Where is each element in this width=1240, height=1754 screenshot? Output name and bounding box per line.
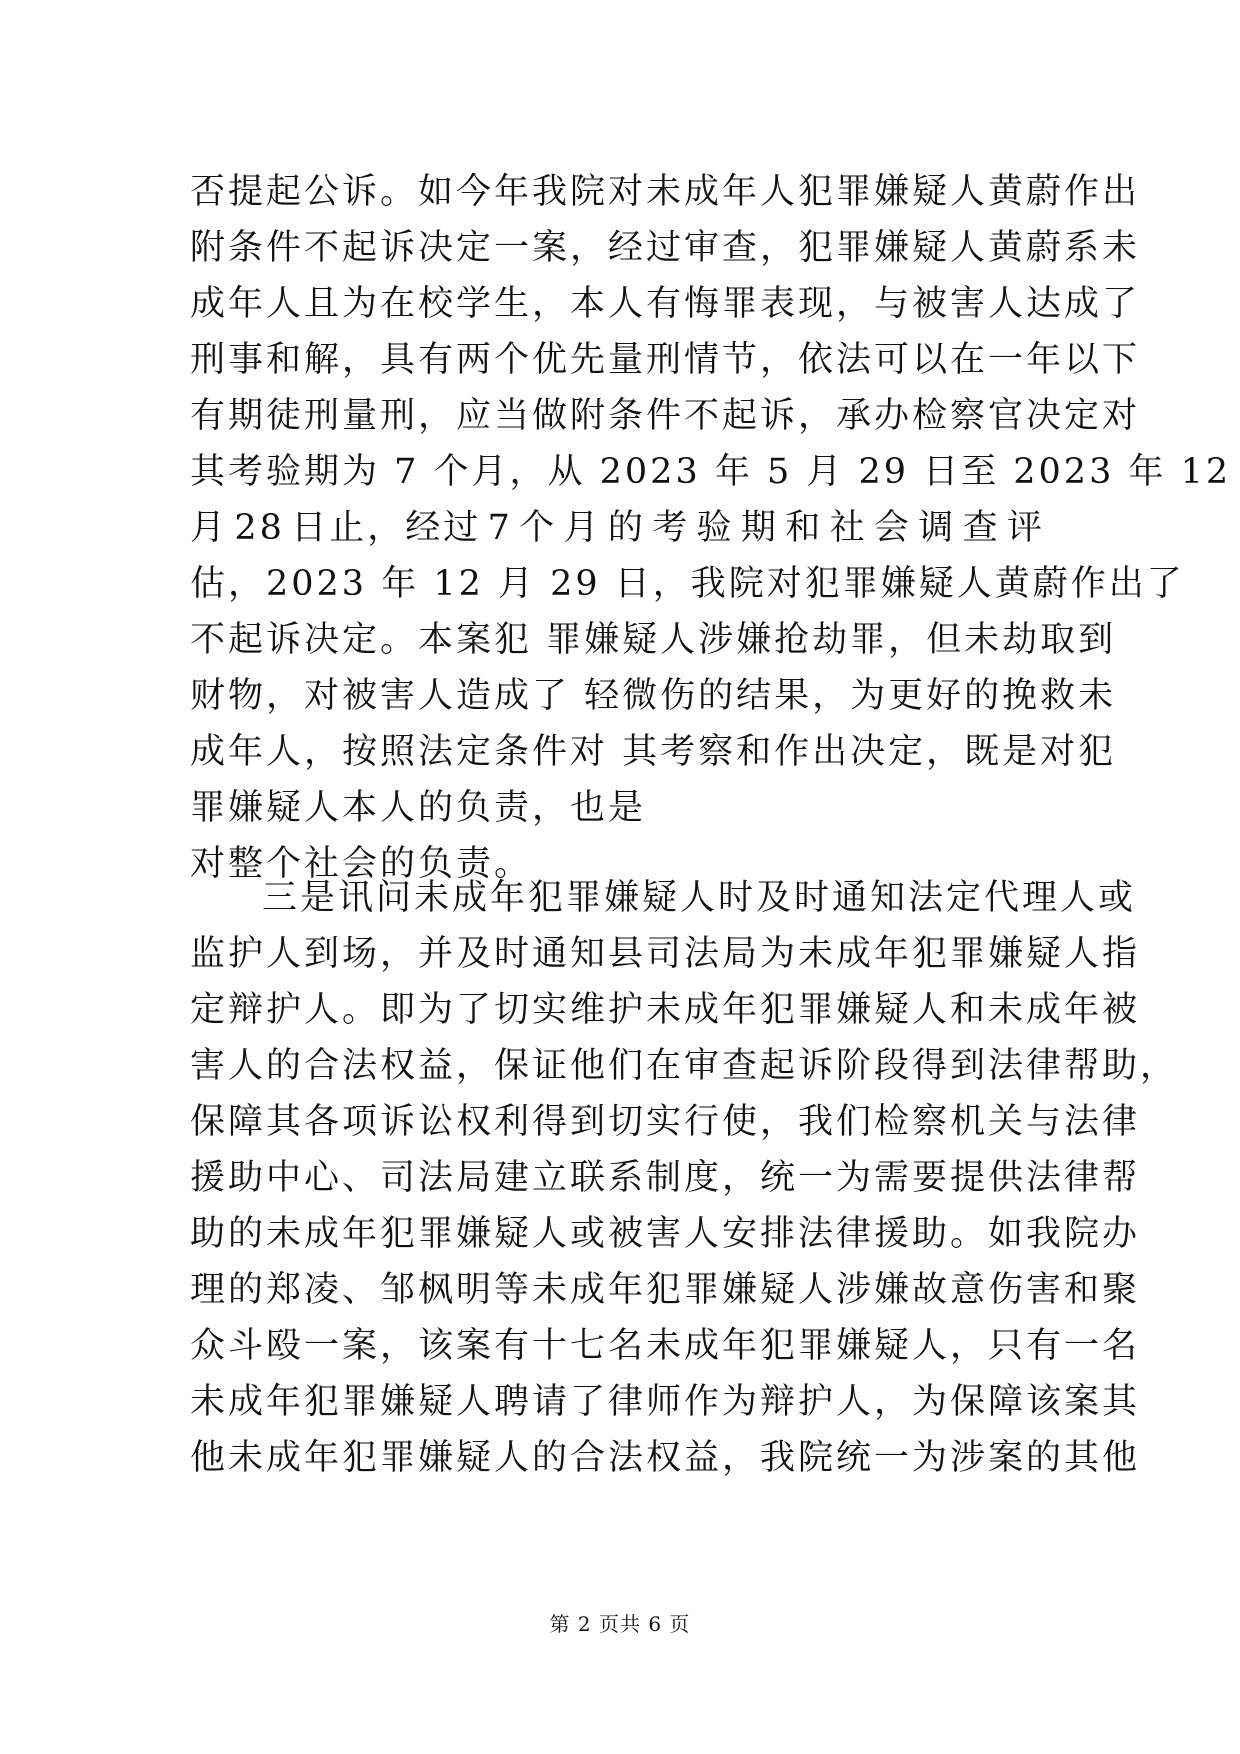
text-fragment: 个: [519, 508, 558, 548]
text-line: 其考验期为 7 个月，从 2023 年 5 月 29 日至 2023 年 12: [190, 452, 1232, 492]
text-line: 估，2023 年 12 月 29 日，我院对犯罪嫌疑人黄蔚作出了: [190, 564, 1185, 604]
paragraph-three: [190, 870, 1179, 1486]
text-line: 未成年犯罪嫌疑人聘请了律师作为辩护人，为保障该案其: [190, 1382, 1141, 1422]
text-fragment: 月: [190, 508, 229, 548]
text-line: 不起诉决定。本案犯 罪嫌疑人涉嫌抢劫罪，但未劫取到: [190, 620, 1117, 660]
text-fragment: 查: [962, 508, 1001, 548]
text-fragment: 调: [918, 508, 957, 548]
paragraph-continued: [190, 164, 1232, 892]
text-line: 否提起公诉。如今年我院对未成年人犯罪嫌疑人黄蔚作出: [190, 172, 1141, 212]
text-fragment: 日止，经过: [291, 508, 482, 548]
text-line: 附条件不起诉决定一案，经过审查，犯罪嫌疑人黄蔚系未: [190, 228, 1141, 268]
page-number-footer: 第 2 页共 6 页: [549, 1612, 691, 1636]
text-fragment: 期: [740, 508, 779, 548]
text-line: 定辩护人。即为了切实维护未成年犯罪嫌疑人和未成年被: [190, 990, 1141, 1030]
text-line: 罪嫌疑人本人的负责，也是: [190, 788, 647, 828]
text-fragment: 7: [487, 508, 513, 548]
text-line: 成年人，按照法定条件对 其考察和作出决定，既是对犯: [190, 732, 1117, 772]
text-line: 理的郑凌、邹枫明等未成年犯罪嫌疑人涉嫌故意伤害和聚: [190, 1270, 1141, 1310]
text-line: 成年人且为在校学生，本人有悔罪表现，与被害人达成了: [190, 284, 1141, 324]
text-line: 助的未成年犯罪嫌疑人或被害人安排法律援助。如我院办: [190, 1214, 1141, 1254]
text-fragment: 社: [829, 508, 868, 548]
text-line: 众斗殴一案，该案有十七名未成年犯罪嫌疑人，只有一名: [190, 1326, 1141, 1366]
text-fragment: 的: [607, 508, 646, 548]
text-line: 监护人到场，并及时通知县司法局为未成年犯罪嫌疑人指: [190, 934, 1141, 974]
text-fragment: 考: [652, 508, 691, 548]
text-fragment: 会: [873, 508, 912, 548]
text-fragment: 验: [696, 508, 735, 548]
text-fragment: 28: [234, 508, 285, 548]
text-line: 保障其各项诉讼权利得到切实行使，我们检察机关与法律: [190, 1102, 1141, 1142]
text-line: 财物，对被害人造成了 轻微伤的结果，为更好的挽救未: [190, 676, 1117, 716]
text-line: 害人的合法权益，保证他们在审查起诉阶段得到法律帮助，: [190, 1046, 1179, 1086]
text-fragment: 评: [1006, 508, 1045, 548]
text-line: 刑事和解，具有两个优先量刑情节，依法可以在一年以下: [190, 340, 1141, 380]
text-line: 有期徒刑量刑，应当做附条件不起诉，承办检察官决定对: [190, 396, 1141, 436]
text-line: 对整个社会的负责。: [190, 844, 533, 884]
text-line: 援助中心、司法局建立联系制度，统一为需要提供法律帮: [190, 1158, 1141, 1198]
justified-text-line: [190, 500, 1045, 556]
text-line: 他未成年犯罪嫌疑人的合法权益，我院统一为涉案的其他: [190, 1438, 1141, 1478]
text-fragment: 和: [785, 508, 824, 548]
text-fragment: 月: [563, 508, 602, 548]
text-line: 三是讯问未成年犯罪嫌疑人时及时通知法定代理人或: [262, 878, 1137, 918]
